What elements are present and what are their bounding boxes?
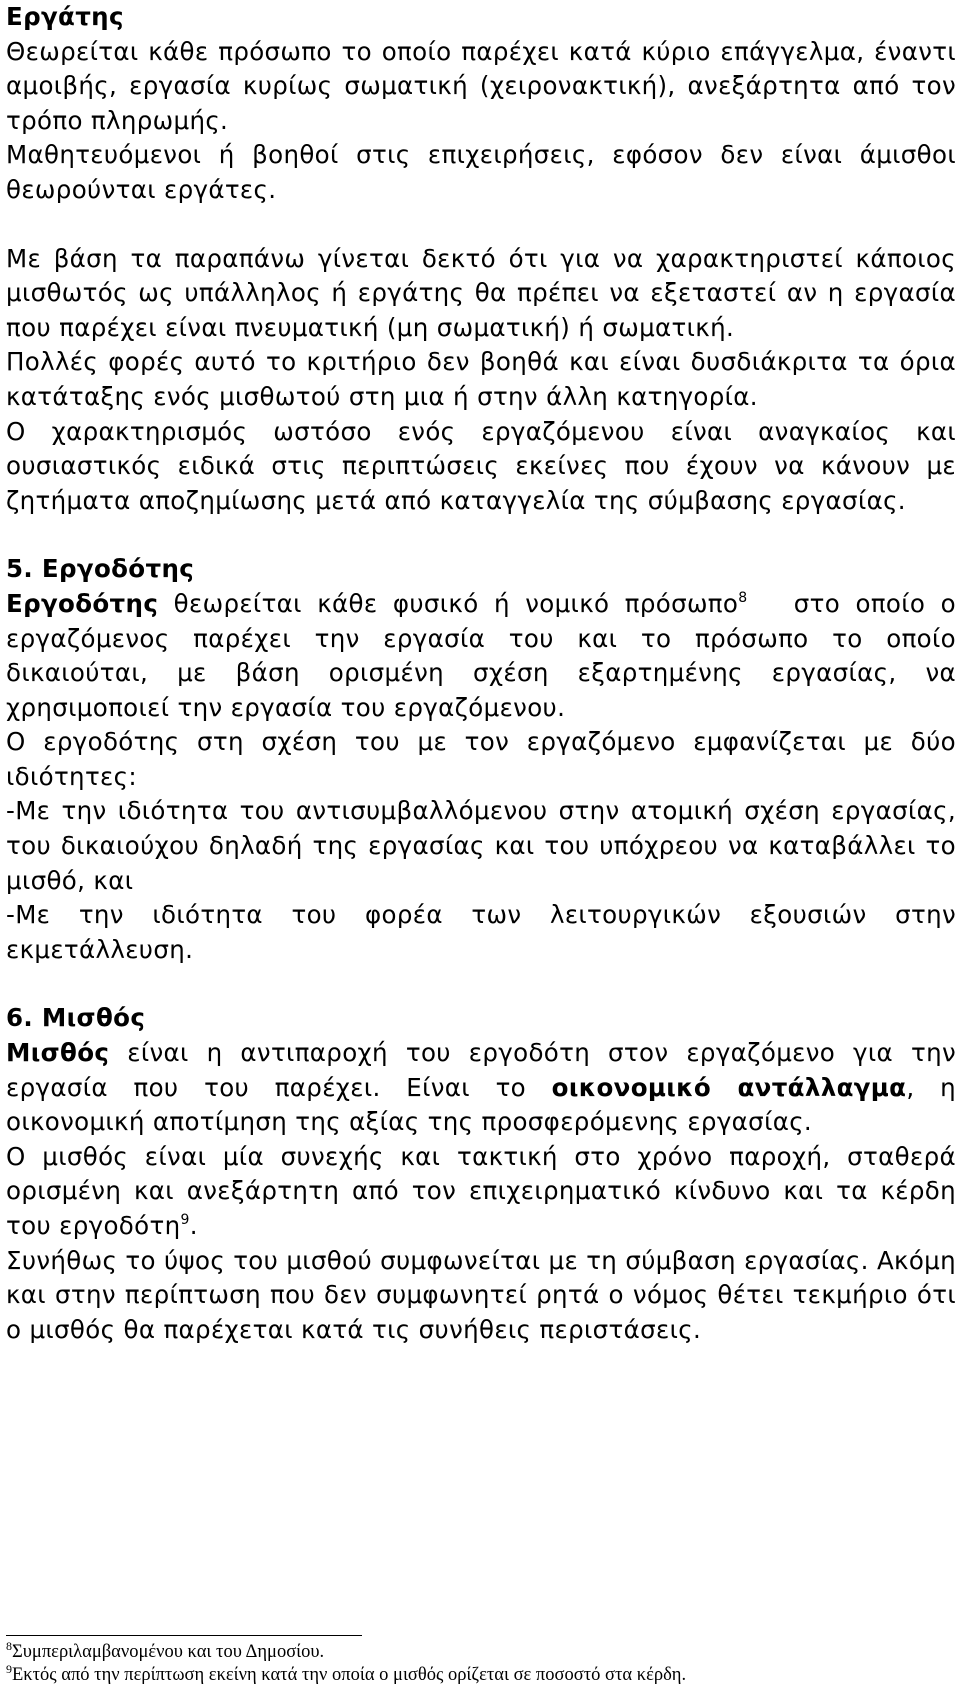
paragraph: Θεωρείται κάθε πρόσωπο το οποίο παρέχει κατά κύριο επάγγελμα, έναντι αμοιβής, εργασία κυρίως σωματική (χειρονακτική), ανεξάρτητα από τον τρόπο πληρωμής. [6,36,956,135]
paragraph: Με βάση τα παραπάνω γίνεται δεκτό ότι για να χαρακτηριστεί κάποιος μισθωτός ως υπάλληλος ή εργάτης θα πρέπει να εξεταστεί αν η εργασία που παρέχει είναι πνευματική (μη σωματική) ή σωματική. [6,243,956,342]
footnote-separator [6,1635,362,1636]
paragraph: Ο χαρακτηρισμός ωστόσο ενός εργαζόμενου είναι αναγκαίος και ουσιαστικός ειδικά στις περιπτώσεις εκείνες που έχουν να κάνουν με ζητήματα αποζημίωσης μετά από καταγγελία της σύμβασης εργασίας. [6,416,956,515]
emphasis: οικονομικό αντάλλαγμα [551,1072,907,1102]
paragraph: -Με την ιδιότητα του αντισυμβαλλόμενου στην ατομική σχέση εργασίας, του δικαιούχου δηλαδή της εργασίας και του υπόχρεου να καταβάλλει το μισθό, και [6,796,956,895]
footnote: $^8$Συμπεριλαμβανομένου και του Δημοσίου. [6,1639,325,1662]
paragraph: Μισθός είναι η αντιπαροχή του εργοδότη στον εργαζόμενο για την εργασία που του παρέχει. Είναι το οικονομικό αντάλλαγμα, η οικονομική αποτίμηση της αξίας της προσφερόμενης εργασίας. [6,1038,957,1137]
section-heading-employer: 5. Εργοδότης [6,554,195,584]
defined-term: Εργοδότης [6,588,159,618]
footnote: $^9$Εκτός από την περίπτωση εκείνη κατά την οποία ο μισθός ορίζεται σε ποσοστό στα κέρδη. [6,1662,687,1685]
footnote-ref: 9 [180,1212,190,1228]
footnote-ref: 8 [738,589,748,606]
paragraph: -Με την ιδιότητα του φορέα των λειτουργικών εξουσιών στην εκμετάλλευση. [6,900,956,964]
paragraph: Μαθητευόμενοι ή βοηθοί στις επιχειρήσεις, εφόσον δεν είναι άμισθοι θεωρούνται εργάτες. [6,140,956,204]
paragraph: Ο μισθός είναι μία συνεχής και τακτική στο χρόνο παροχή, σταθερά ορισμένη και ανεξάρτητη από τον επιχειρηματικό κίνδυνο και τα κέρδη του εργοδότη$^9$. [6,1141,956,1240]
paragraph: Ο εργοδότης στη σχέση του με τον εργαζόμενο εμφανίζεται με δύο ιδιότητες: [6,727,956,791]
paragraph: Εργοδότης θεωρείται κάθε φυσικό ή νομικό πρόσωπο$^8$ στο οποίο ο εργαζόμενος παρέχει την εργασία του και το πρόσωπο το οποίο δικαιούται, με βάση ορισμένη σχέση εξαρτημένης εργασίας, να χρησιμοποιεί την εργασία του εργαζόμενου. [6,588,956,722]
document-body [6,0,956,1347]
paragraph: Συνήθως το ύψος του μισθού συμφωνείται με τη σύμβαση εργασίας. Ακόμη και στην περίπτωση που δεν συμφωνητεί ρητά ο νόμος θέτει τεκμήριο ότι ο μισθός θα παρέχεται κατά τις συνήθεις περιστάσεις. [6,1245,956,1344]
section-heading-salary: 6. Μισθός [6,1003,146,1033]
section-heading-worker: Εργάτης [6,2,124,31]
defined-term: Μισθός [6,1038,110,1068]
paragraph: Πολλές φορές αυτό το κριτήριο δεν βοηθά και είναι δυσδιάκριτα τα όρια κατάταξης ενός μισθωτού στη μια ή στην άλλη κατηγορία. [6,347,956,411]
